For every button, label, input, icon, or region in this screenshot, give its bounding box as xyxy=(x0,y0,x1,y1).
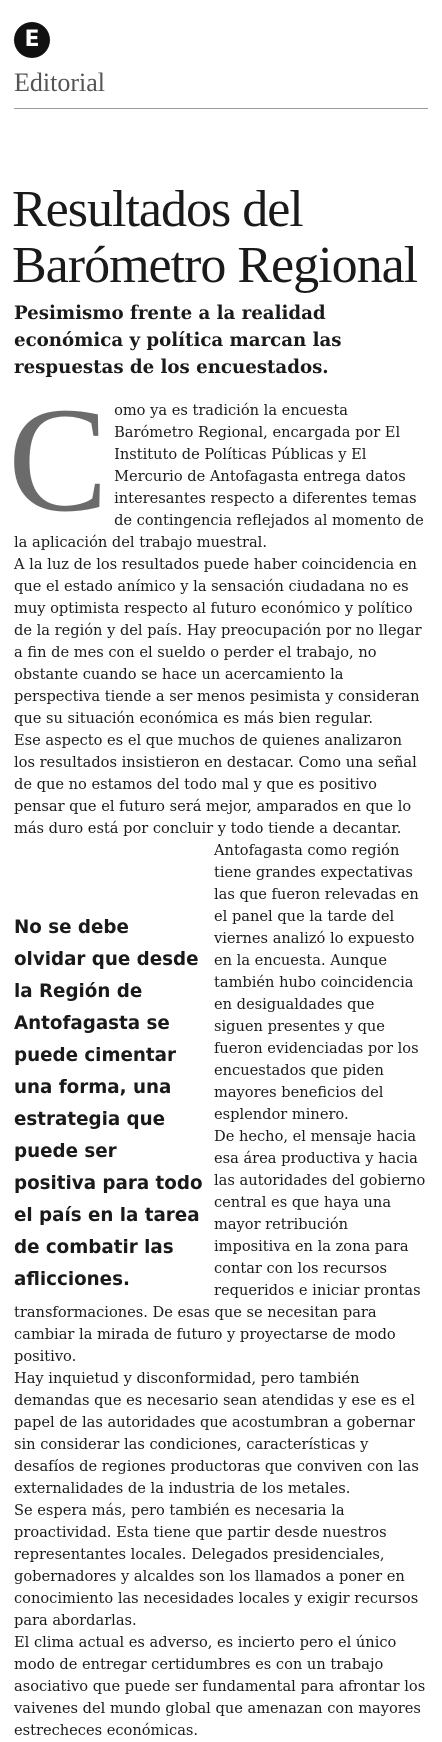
header-divider xyxy=(14,108,428,109)
article-deck: Pesimismo frente a la realidad económica y política marcan las respuestas de los encuestados. xyxy=(14,303,342,378)
paragraph-7: Se espera más, pero también es necesaria la proactividad. Esta tiene que partir desde nuestros representantes locales. Delegados presidenciales, gobernadores y alcaldes son los llamados a poner en conocimiento las necesidades locales y exigir recursos para abordarlas. xyxy=(14,1502,419,1629)
paragraph-5: De hecho, el mensaje hacia esa área productiva y hacia las autoridades del gobierno central es que haya una mayor retribución impositiva en la zona para contar con los recursos requeridos e iniciar prontas transformaciones. De esas que se necesitan para cambiar la mirada de futuro y proyectarse de modo positivo. xyxy=(14,1128,426,1365)
paragraph-3: Ese aspecto es el que muchos de quienes analizaron los resultados insistieron en destacar. Como una señal de que no estamos del todo mal y que es positivo pensar que el futuro será mejor, amparados en que lo más duro está por concluir y todo tiende a decantar. xyxy=(14,732,417,837)
article-body xyxy=(14,840,426,1742)
article-intro xyxy=(8,377,426,840)
drop-cap: C xyxy=(8,377,109,543)
paragraph-6: Hay inquietud y disconformidad, pero también demandas que es necesario sean atendidas y ese es el papel de las autoridades que acostumbran a gobernar sin considerar las condiciones, características y desafíos de regiones productoras que conviven con las externalidades de la industria de los metales. xyxy=(14,1370,419,1497)
paragraph-1: omo ya es tradición la encuesta Barómetro Regional, encargada por El Instituto de Políticas Públicas y El Mercurio de Antofagasta entrega datos interesantes respecto a diferentes temas de contingencia reflejados al momento de la aplicación del trabajo muestral. xyxy=(14,402,424,551)
paragraph-8: El clima actual es adverso, es incierto pero el único modo de entregar certidumbres es con un trabajo asociativo que puede ser fundamental para afrontar los vaivenes del mundo global que amenazan con mayores estrecheces económicas. xyxy=(14,1634,426,1739)
pull-quote xyxy=(14,912,204,1296)
paragraph-2: A la luz de los resultados puede haber coincidencia en que el estado anímico y la sensación ciudadana no es muy optimista respecto al futuro económico y político de la región y del país. Hay preocupación por no llegar a fin de mes con el sueldo o perder el trabajo, no obstante cuando se hace un acercamiento la perspectiva tiende a ser menos pesimista y consideran que su situación económica es más bien regular. xyxy=(14,556,422,727)
pull-quote-text: No se debe olvidar que desde la Región de Antofagasta se puede cimentar una forma, una estrategia que puede ser positiva para todo el país en la tarea de combatir las aflicciones. xyxy=(14,917,203,1290)
section-label: Editorial xyxy=(14,68,105,97)
paragraph-4: Antofagasta como región tiene grandes expectativas las que fueron relevadas en el panel que la tarde del viernes analizó lo expuesto en la encuesta. Aunque también hubo coincidencia en desigualdades que siguen presentes y que fueron evidenciadas por los encuestados que piden mayores beneficios del esplendor minero. xyxy=(214,842,419,1123)
section-badge-icon: E xyxy=(14,22,50,58)
article-headline: Resultados del Barómetro Regional xyxy=(12,181,418,294)
